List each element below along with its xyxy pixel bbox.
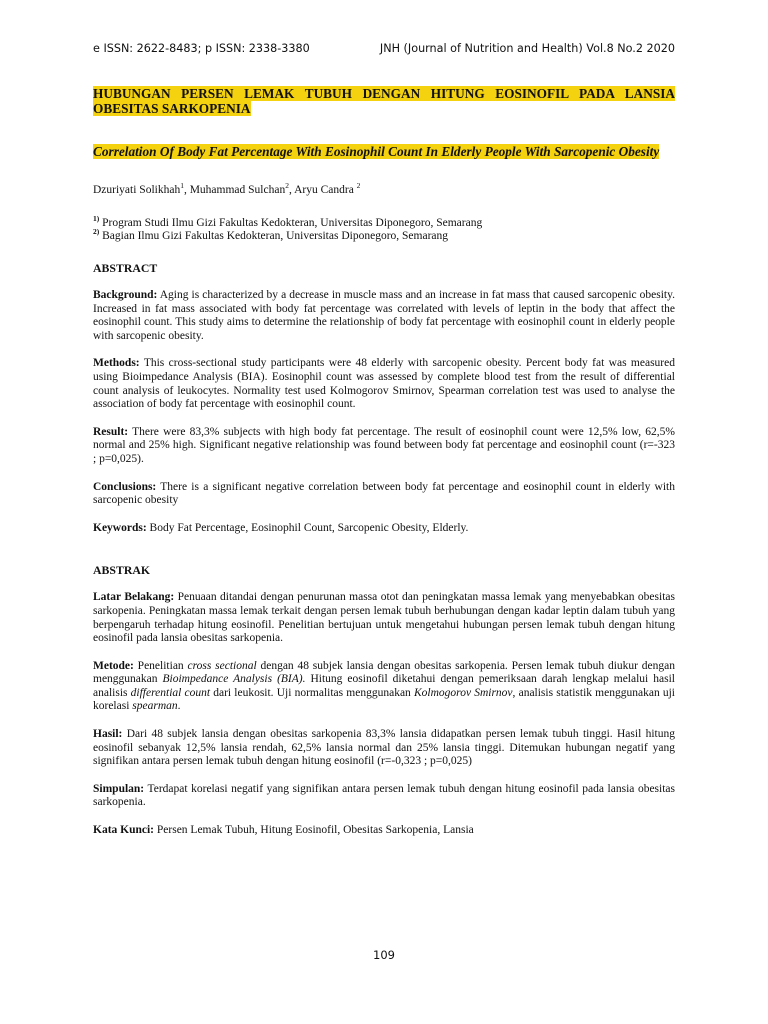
abstract-conclusions: Conclusions: There is a significant negative correlation between body fat percentage and eosinophil count in elderly with sarcopenic obesity bbox=[93, 480, 675, 507]
abstract-background: Background: Aging is characterized by a decrease in muscle mass and an increase in fat mass that caused sarcopenic obesity. Increased in fat mass associated with body fat percentage was correlated with levels of leptin in the body that affect the eosinophil count. This study aims to determine the relationship of body fat percentage with eosinophil count in elderly people with sarcopenic obesity. bbox=[93, 289, 675, 342]
abstract-keywords: Keywords: Body Fat Percentage, Eosinophil Count, Sarcopenic Obesity, Elderly. bbox=[93, 521, 469, 534]
abstract-methods: Methods: This cross-sectional study participants were 48 elderly with sarcopenic obesity. Percent body fat was measured using Bioimpedance Analysis (BIA). Eosinophil count was assessed by complete blood test from the result of differential count analysis of leukocytes. Normality test used Kolmogorov Smirnov, Spearman correlation test was used to analyse the association of body fat percentage with eosinophil count. bbox=[93, 357, 675, 411]
author-list: Dzuriyati Solikhah$^1$, Muhammad Sulchan$^2$, Aryu Candra $^2$ bbox=[93, 181, 361, 196]
author-name: Dzuriyati Solikhah bbox=[93, 184, 181, 196]
page-number: 109 bbox=[373, 948, 395, 962]
abstrak-metode: Metode: Penelitian cross sectional dengan 48 subjek lansia dengan obesitas sarkopenia. Persen lemak tubuh diukur dengan menggunakan Bioimpedance Analysis (BIA). Hitung eosinofil diketahui dengan pemeriksaan darah lengkap melalui hasil analisis differential count dari leukosit. Uji normalitas menggunakan Kolmogorov Smirnov, analisis statistik menggunakan uji korelasi spearman. bbox=[93, 659, 675, 713]
author-affil-mark: 2 bbox=[285, 181, 289, 191]
author-affil-mark: 2 bbox=[356, 181, 361, 191]
affiliation-item: $^{1)}$ Program Studi Ilmu Gizi Fakultas Kedokteran, Universitas Diponegoro, Semarang bbox=[93, 214, 483, 229]
author-affil-mark: 1 bbox=[180, 181, 184, 191]
abstrak-simpulan: Simpulan: Terdapat korelasi negatif yang signifikan antara persen lemak tubuh dengan hitung eosinofil pada lansia obesitas sarkopenia. bbox=[93, 782, 675, 809]
article-content bbox=[93, 86, 675, 838]
abstrak-kata-kunci: Kata Kunci: Persen Lemak Tubuh, Hitung Eosinofil, Obesitas Sarkopenia, Lansia bbox=[93, 824, 474, 837]
abstract-heading: ABSTRACT bbox=[93, 261, 158, 275]
abstrak-hasil: Hasil: Dari 48 subjek lansia dengan obesitas sarkopenia 83,3% lansia didapatkan persen lemak tubuh tinggi. Hasil hitung eosinofil sebanyak 12,5% lansia rendah, 62,5% lansia normal dan 25% lansia tinggi. Ditemukan hubungan negatif yang signifikan antara persen lemak tubuh dengan hitung eosinofil (r=-0,323 ; p=0,025) bbox=[93, 728, 675, 768]
abstrak-heading: ABSTRAK bbox=[93, 563, 151, 578]
author-name: Muhammad Sulchan bbox=[189, 184, 286, 196]
affiliation-list bbox=[93, 214, 675, 243]
running-header bbox=[93, 42, 675, 58]
title-indonesian: HUBUNGAN PERSEN LEMAK TUBUH DENGAN HITUNG EOSINOFIL PADA LANSIA OBESITAS SARKOPENIA bbox=[93, 86, 675, 116]
author-name: Aryu Candra bbox=[294, 184, 357, 196]
affiliation-item: $^{2)}$ Bagian Ilmu Gizi Fakultas Kedokteran, Universitas Diponegoro, Semarang bbox=[93, 227, 449, 242]
abstract-result: Result: There were 83,3% subjects with high body fat percentage. The result of eosinophil count were 12,5% low, 62,5% normal and 25% high. Significant negative relationship was found between body fat percentage and eosinophil count (r=-323 ; p=0,025). bbox=[93, 425, 675, 465]
issn-text: e ISSN: 2622-8483; p ISSN: 2338-3380 bbox=[93, 42, 310, 55]
abstrak-latar-belakang: Latar Belakang: Penuaan ditandai dengan penurunan massa otot dan peningkatan massa lemak yang menyebabkan obesitas sarkopenia. Peningkatan massa lemak terkait dengan persen lemak tubuh berhubungan dengan kadar leptin dalam tubuh yang berpengaruh terhadap hitung eosinofil. Penelitian bertujuan untuk mengetahui hubungan persen lemak tubuh dengan hitung eosinofil pada lansia obesitas sarkopenia. bbox=[93, 591, 675, 645]
journal-name: JNH (Journal of Nutrition and Health) Vol.8 No.2 2020 bbox=[379, 42, 675, 55]
title-english: Correlation Of Body Fat Percentage With Eosinophil Count In Elderly People With Sarcopenic Obesity bbox=[93, 144, 660, 159]
